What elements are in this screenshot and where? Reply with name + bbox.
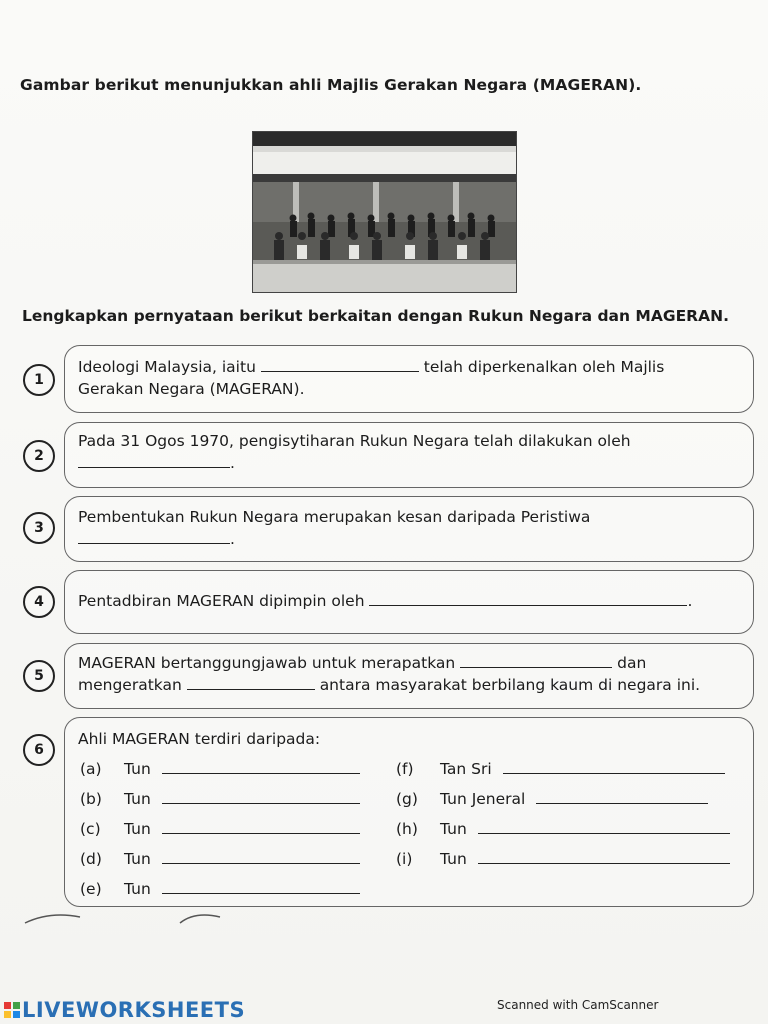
liveworksheets-logo-icon	[4, 1002, 20, 1018]
q5-blank-2[interactable]	[187, 677, 315, 690]
q6-item-b	[80, 790, 360, 808]
q6-item-a-label: (a)	[80, 760, 102, 778]
q6-item-e	[80, 880, 360, 898]
q2-blank-1[interactable]	[78, 455, 230, 468]
q6-item-i-label: (i)	[396, 850, 413, 868]
question-3-text	[78, 506, 738, 550]
q6-item-g	[396, 790, 708, 808]
q6-item-a	[80, 760, 360, 778]
mageran-group-photo	[252, 131, 517, 293]
q1-part2: telah diperkenalkan oleh Majlis	[423, 358, 665, 376]
question-3-number: 3	[23, 512, 55, 544]
q6-item-g-title: Tun Jeneral	[440, 790, 526, 808]
cutoff-box-edges	[20, 905, 240, 925]
q6-item-g-blank[interactable]	[536, 791, 708, 804]
q2-part1: Pada 31 Ogos 1970, pengisytiharan Rukun Negara telah dilakukan oleh	[78, 432, 631, 450]
q6-item-e-blank[interactable]	[162, 881, 360, 894]
q6-item-f	[396, 760, 725, 778]
q3-part1: Pembentukan Rukun Negara merupakan kesan daripada Peristiwa	[78, 508, 591, 526]
question-5-text	[78, 652, 738, 696]
q6-item-f-blank[interactable]	[503, 761, 725, 774]
intro-text: Gambar berikut menunjukkan ahli Majlis Gerakan Negara (MAGERAN).	[20, 76, 642, 94]
q6-item-b-label: (b)	[80, 790, 102, 808]
q4-part2: .	[687, 592, 693, 610]
q4-part1: Pentadbiran MAGERAN dipimpin oleh	[78, 592, 365, 610]
q6-item-c-blank[interactable]	[162, 821, 360, 834]
q4-blank-1[interactable]	[369, 593, 687, 606]
q1-part1: Ideologi Malaysia, iaitu	[78, 358, 256, 376]
photo-image	[253, 132, 516, 292]
q6-item-d-blank[interactable]	[162, 851, 360, 864]
liveworksheets-logo[interactable]	[4, 998, 245, 1022]
question-4-text	[78, 590, 738, 612]
liveworksheets-brand-text: LIVEWORKSHEETS	[22, 998, 246, 1022]
camscanner-watermark: Scanned with CamScanner	[497, 998, 659, 1012]
q6-item-a-blank[interactable]	[162, 761, 360, 774]
q6-item-f-label: (f)	[396, 760, 414, 778]
question-4-number: 4	[23, 586, 55, 618]
q2-part2: .	[230, 454, 235, 472]
question-1-text	[78, 356, 738, 400]
q6-item-d-label: (d)	[80, 850, 102, 868]
q6-item-c	[80, 820, 360, 838]
q6-item-d-title: Tun	[124, 850, 151, 868]
q6-item-b-title: Tun	[124, 790, 151, 808]
q3-part2: .	[230, 530, 235, 548]
q6-item-b-blank[interactable]	[162, 791, 360, 804]
q1-part3: Gerakan Negara (MAGERAN).	[78, 380, 305, 398]
question-2-number: 2	[23, 440, 55, 472]
q6-item-a-title: Tun	[124, 760, 151, 778]
question-1-number: 1	[23, 364, 55, 396]
question-5-number: 5	[23, 660, 55, 692]
question-2-text	[78, 430, 738, 474]
question-6-stem: Ahli MAGERAN terdiri daripada:	[78, 730, 321, 748]
q6-item-h	[396, 820, 730, 838]
q6-item-h-label: (h)	[396, 820, 418, 838]
q6-item-f-title: Tan Sri	[440, 760, 492, 778]
q6-item-c-label: (c)	[80, 820, 101, 838]
q5-part3: mengeratkan	[78, 676, 182, 694]
q5-blank-1[interactable]	[460, 655, 612, 668]
q6-item-i-title: Tun	[440, 850, 467, 868]
q5-part1: MAGERAN bertanggungjawab untuk merapatkan	[78, 654, 456, 672]
q1-blank-1[interactable]	[261, 359, 419, 372]
q5-part4: antara masyarakat berbilang kaum di negara ini.	[319, 676, 701, 694]
q3-blank-1[interactable]	[78, 531, 230, 544]
q6-item-e-label: (e)	[80, 880, 102, 898]
q6-item-i-blank[interactable]	[478, 851, 730, 864]
q6-item-h-blank[interactable]	[478, 821, 730, 834]
q6-item-e-title: Tun	[124, 880, 151, 898]
q6-item-c-title: Tun	[124, 820, 151, 838]
q6-item-i	[396, 850, 730, 868]
q6-item-g-label: (g)	[396, 790, 418, 808]
instruction-text: Lengkapkan pernyataan berikut berkaitan dengan Rukun Negara dan MAGERAN.	[22, 307, 729, 325]
q6-item-h-title: Tun	[440, 820, 467, 838]
q6-item-d	[80, 850, 360, 868]
question-6-number: 6	[23, 734, 55, 766]
q5-part2: dan	[617, 654, 647, 672]
